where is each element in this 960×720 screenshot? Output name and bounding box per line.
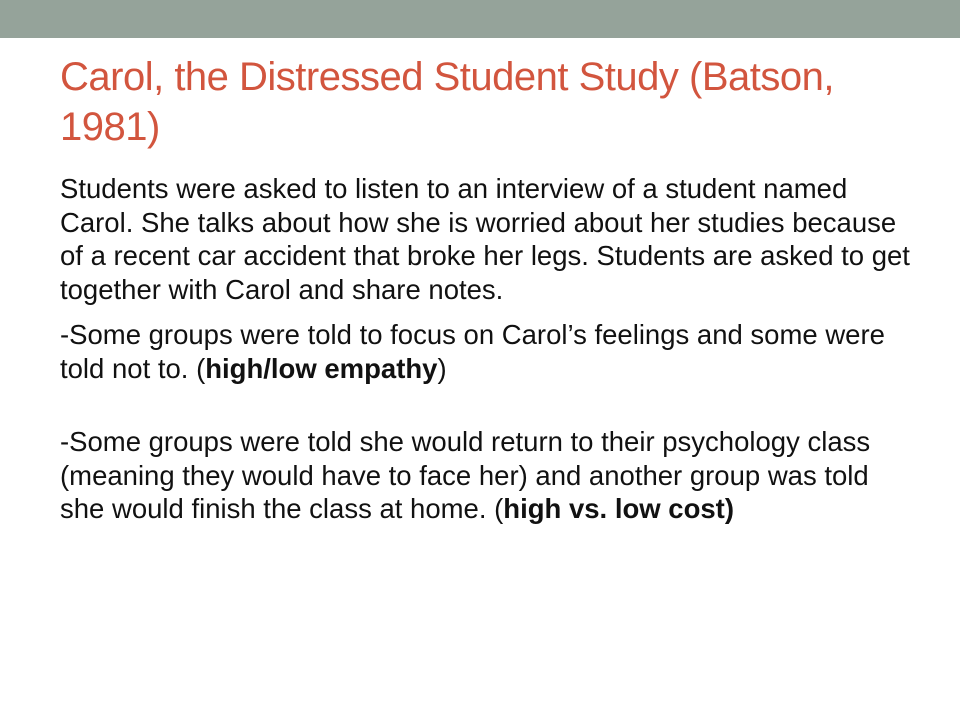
slide-title: Carol, the Distressed Student Study (Batson, 1981) [60,55,834,149]
slide-body [60,172,920,526]
empathy-point [60,318,920,385]
cost-point [60,425,920,526]
empathy-point-suffix: ) [437,352,447,384]
cost-point-text: -Some groups were told she would return to their psychology class (meaning they would have to face her) and another group was told she would finish the class at home. ( [60,426,871,524]
empathy-condition: high/low empathy [205,352,438,384]
cost-condition: high vs. low cost) [503,493,734,524]
intro-paragraph: Students were asked to listen to an interview of a student named Carol. She talks about how she is worried about her studies because of a recent car accident that broke her legs. Students are asked to get together with Carol and share notes. [60,173,910,305]
top-accent-bar [0,0,960,38]
empathy-point-text: -Some groups were told to focus on Carol’s feelings and some were told not to. ( [60,319,885,384]
